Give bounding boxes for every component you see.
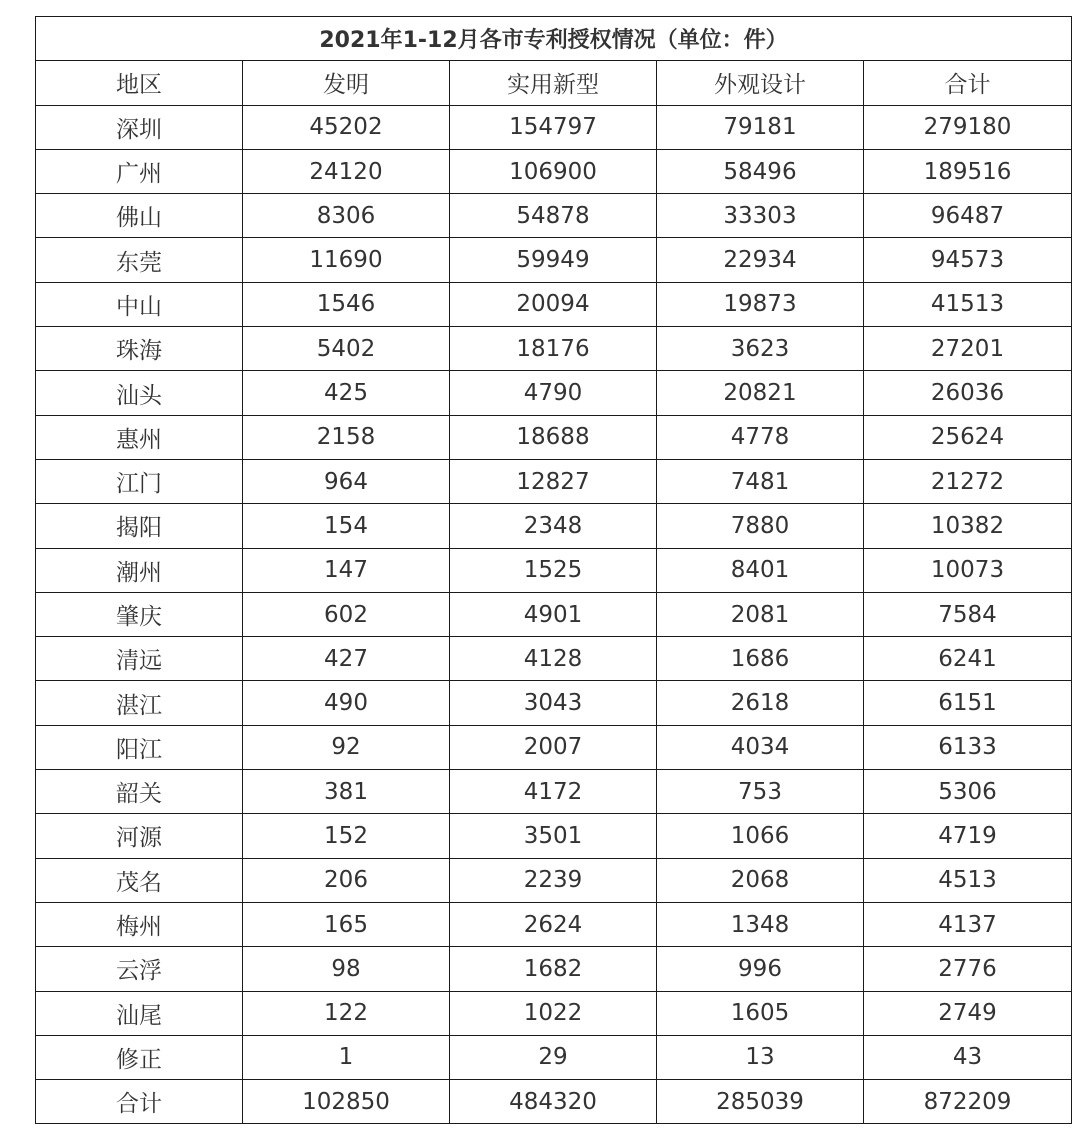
table-row xyxy=(36,194,1072,238)
total-cell: 25624 xyxy=(864,415,1072,459)
table-title: 2021年1-12月各市专利授权情况（单位：件） xyxy=(36,17,1072,61)
region-cell: 梅州 xyxy=(36,902,243,946)
invention-cell: 964 xyxy=(243,459,450,503)
design-cell: 1686 xyxy=(657,637,864,681)
region-cell: 云浮 xyxy=(36,947,243,991)
design-cell: 753 xyxy=(657,770,864,814)
utility-model-cell: 1525 xyxy=(450,548,657,592)
column-header-total: 合计 xyxy=(864,61,1072,105)
invention-cell: 98 xyxy=(243,947,450,991)
region-cell: 汕尾 xyxy=(36,991,243,1035)
design-cell: 8401 xyxy=(657,548,864,592)
design-cell: 58496 xyxy=(657,149,864,193)
design-cell: 996 xyxy=(657,947,864,991)
total-cell: 872209 xyxy=(864,1080,1072,1124)
region-cell: 惠州 xyxy=(36,415,243,459)
region-cell: 河源 xyxy=(36,814,243,858)
total-cell: 4719 xyxy=(864,814,1072,858)
design-cell: 22934 xyxy=(657,238,864,282)
design-cell: 20821 xyxy=(657,371,864,415)
utility-model-cell: 1682 xyxy=(450,947,657,991)
utility-model-cell: 18176 xyxy=(450,327,657,371)
region-cell: 深圳 xyxy=(36,105,243,149)
total-cell: 279180 xyxy=(864,105,1072,149)
region-cell: 珠海 xyxy=(36,327,243,371)
table-row xyxy=(36,149,1072,193)
invention-cell: 45202 xyxy=(243,105,450,149)
design-cell: 1348 xyxy=(657,902,864,946)
design-cell: 4034 xyxy=(657,725,864,769)
table-row xyxy=(36,947,1072,991)
design-cell: 1066 xyxy=(657,814,864,858)
region-cell: 佛山 xyxy=(36,194,243,238)
invention-cell: 2158 xyxy=(243,415,450,459)
patent-grant-table xyxy=(35,16,1072,1124)
utility-model-cell: 2348 xyxy=(450,504,657,548)
utility-model-cell: 3501 xyxy=(450,814,657,858)
table-row xyxy=(36,681,1072,725)
utility-model-cell: 54878 xyxy=(450,194,657,238)
utility-model-cell: 106900 xyxy=(450,149,657,193)
table-row xyxy=(36,459,1072,503)
utility-model-cell: 2007 xyxy=(450,725,657,769)
table-row xyxy=(36,770,1072,814)
total-cell: 27201 xyxy=(864,327,1072,371)
total-cell: 96487 xyxy=(864,194,1072,238)
region-cell: 揭阳 xyxy=(36,504,243,548)
utility-model-cell: 18688 xyxy=(450,415,657,459)
invention-cell: 1 xyxy=(243,1035,450,1079)
invention-cell: 8306 xyxy=(243,194,450,238)
table-row xyxy=(36,504,1072,548)
utility-model-cell: 4901 xyxy=(450,592,657,636)
region-cell: 肇庆 xyxy=(36,592,243,636)
utility-model-cell: 20094 xyxy=(450,282,657,326)
table-row xyxy=(36,592,1072,636)
total-cell: 6151 xyxy=(864,681,1072,725)
region-cell: 东莞 xyxy=(36,238,243,282)
invention-cell: 381 xyxy=(243,770,450,814)
region-cell: 合计 xyxy=(36,1080,243,1124)
design-cell: 7481 xyxy=(657,459,864,503)
utility-model-cell: 4790 xyxy=(450,371,657,415)
table-row xyxy=(36,991,1072,1035)
table-row xyxy=(36,725,1072,769)
invention-cell: 152 xyxy=(243,814,450,858)
invention-cell: 5402 xyxy=(243,327,450,371)
column-header-invention: 发明 xyxy=(243,61,450,105)
total-cell: 7584 xyxy=(864,592,1072,636)
total-cell: 189516 xyxy=(864,149,1072,193)
total-cell: 2749 xyxy=(864,991,1072,1035)
utility-model-cell: 59949 xyxy=(450,238,657,282)
utility-model-cell: 2624 xyxy=(450,902,657,946)
utility-model-cell: 4172 xyxy=(450,770,657,814)
invention-cell: 425 xyxy=(243,371,450,415)
utility-model-cell: 4128 xyxy=(450,637,657,681)
table-row xyxy=(36,282,1072,326)
invention-cell: 11690 xyxy=(243,238,450,282)
invention-cell: 92 xyxy=(243,725,450,769)
design-cell: 285039 xyxy=(657,1080,864,1124)
design-cell: 33303 xyxy=(657,194,864,238)
utility-model-cell: 1022 xyxy=(450,991,657,1035)
region-cell: 阳江 xyxy=(36,725,243,769)
design-cell: 19873 xyxy=(657,282,864,326)
utility-model-cell: 154797 xyxy=(450,105,657,149)
total-cell: 6241 xyxy=(864,637,1072,681)
table-row xyxy=(36,902,1072,946)
invention-cell: 165 xyxy=(243,902,450,946)
design-cell: 2081 xyxy=(657,592,864,636)
total-cell: 4513 xyxy=(864,858,1072,902)
table-title-row xyxy=(36,17,1072,61)
table-row xyxy=(36,548,1072,592)
region-cell: 修正 xyxy=(36,1035,243,1079)
total-cell: 94573 xyxy=(864,238,1072,282)
column-header-design: 外观设计 xyxy=(657,61,864,105)
design-cell: 2618 xyxy=(657,681,864,725)
column-header-utility-model: 实用新型 xyxy=(450,61,657,105)
utility-model-cell: 3043 xyxy=(450,681,657,725)
table-row xyxy=(36,371,1072,415)
region-cell: 潮州 xyxy=(36,548,243,592)
table-row xyxy=(36,238,1072,282)
column-header-region: 地区 xyxy=(36,61,243,105)
region-cell: 中山 xyxy=(36,282,243,326)
design-cell: 7880 xyxy=(657,504,864,548)
table-row xyxy=(36,637,1072,681)
utility-model-cell: 484320 xyxy=(450,1080,657,1124)
total-cell: 41513 xyxy=(864,282,1072,326)
invention-cell: 427 xyxy=(243,637,450,681)
table-row xyxy=(36,858,1072,902)
invention-cell: 206 xyxy=(243,858,450,902)
utility-model-cell: 29 xyxy=(450,1035,657,1079)
total-cell: 10382 xyxy=(864,504,1072,548)
region-cell: 广州 xyxy=(36,149,243,193)
invention-cell: 147 xyxy=(243,548,450,592)
region-cell: 茂名 xyxy=(36,858,243,902)
utility-model-cell: 2239 xyxy=(450,858,657,902)
region-cell: 汕头 xyxy=(36,371,243,415)
region-cell: 湛江 xyxy=(36,681,243,725)
design-cell: 79181 xyxy=(657,105,864,149)
region-cell: 清远 xyxy=(36,637,243,681)
invention-cell: 490 xyxy=(243,681,450,725)
total-cell: 21272 xyxy=(864,459,1072,503)
total-cell: 6133 xyxy=(864,725,1072,769)
utility-model-cell: 12827 xyxy=(450,459,657,503)
region-cell: 韶关 xyxy=(36,770,243,814)
invention-cell: 24120 xyxy=(243,149,450,193)
table-row xyxy=(36,1035,1072,1079)
design-cell: 2068 xyxy=(657,858,864,902)
design-cell: 4778 xyxy=(657,415,864,459)
table-row xyxy=(36,105,1072,149)
design-cell: 1605 xyxy=(657,991,864,1035)
total-cell: 2776 xyxy=(864,947,1072,991)
design-cell: 13 xyxy=(657,1035,864,1079)
table-body xyxy=(36,105,1072,1124)
region-cell: 江门 xyxy=(36,459,243,503)
table-row xyxy=(36,327,1072,371)
total-cell: 43 xyxy=(864,1035,1072,1079)
table-row xyxy=(36,814,1072,858)
table-row xyxy=(36,1080,1072,1124)
total-cell: 26036 xyxy=(864,371,1072,415)
invention-cell: 1546 xyxy=(243,282,450,326)
design-cell: 3623 xyxy=(657,327,864,371)
table-row xyxy=(36,415,1072,459)
total-cell: 10073 xyxy=(864,548,1072,592)
total-cell: 5306 xyxy=(864,770,1072,814)
invention-cell: 102850 xyxy=(243,1080,450,1124)
total-cell: 4137 xyxy=(864,902,1072,946)
invention-cell: 602 xyxy=(243,592,450,636)
invention-cell: 122 xyxy=(243,991,450,1035)
invention-cell: 154 xyxy=(243,504,450,548)
table-header-row xyxy=(36,61,1072,105)
